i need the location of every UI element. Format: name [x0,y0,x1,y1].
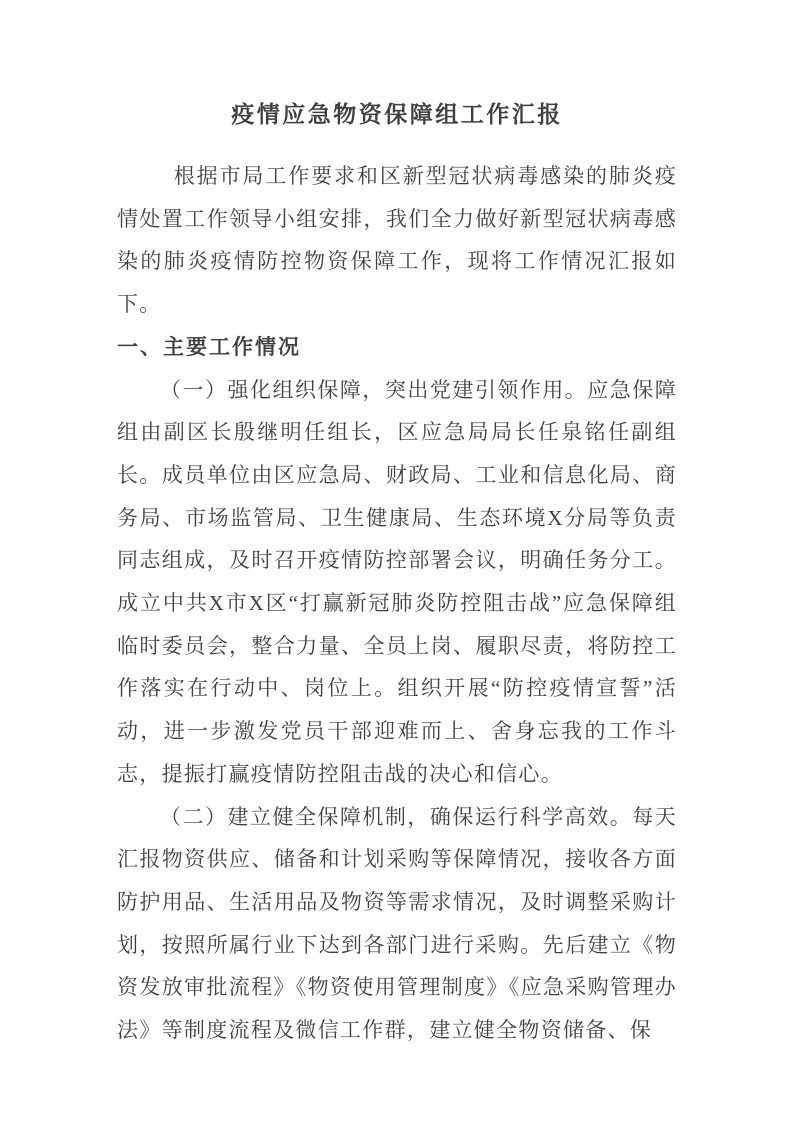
document-title: 疫情应急物资保障组工作汇报 [231,102,563,127]
paragraph-item-1: （一）强化组织保障，突出党建引领作用。应急保障组由副区长殷继明任组长，区应急局局长任泉铭任副组长。成员单位由区应急局、财政局、工业和信息化局、商务局、市场监管局、卫生健康局、生态环境X分局等负责同志组成，及时召开疫情防控部署会议，明确任务分工。成立中共X市X区“打赢新冠肺炎防控阻击战”应急保障组临时委员会，整合力量、全员上岗、履职尽责，将防控工作落实在行动中、岗位上。组织开展“防控疫情宣誓”活动，进一步激发党员干部迎难而上、舍身忘我的工作斗志，提振打赢疫情防控阻击战的决心和信心。 [117,377,677,786]
section-heading-main-work: 一、主要工作情况 [117,334,301,359]
document-content [117,93,677,1052]
paragraph-intro: 根据市局工作要求和区新型冠状病毒感染的肺炎疫情处置工作领导小组安排，我们全力做好新型冠状病毒感染的肺炎疫情防控物资保障工作，现将工作情况汇报如下。 [117,164,677,317]
paragraph-item-2: （二）建立健全保障机制，确保运行科学高效。每天汇报物资供应、储备和计划采购等保障情况，接收各方面防护用品、生活用品及物资等需求情况，及时调整采购计划，按照所属行业下达到各部门进行采购。先后建立《物资发放审批流程》《物资使用管理制度》《应急采购管理办法》等制度流程及微信工作群，建立健全物资储备、保 [117,804,677,1043]
